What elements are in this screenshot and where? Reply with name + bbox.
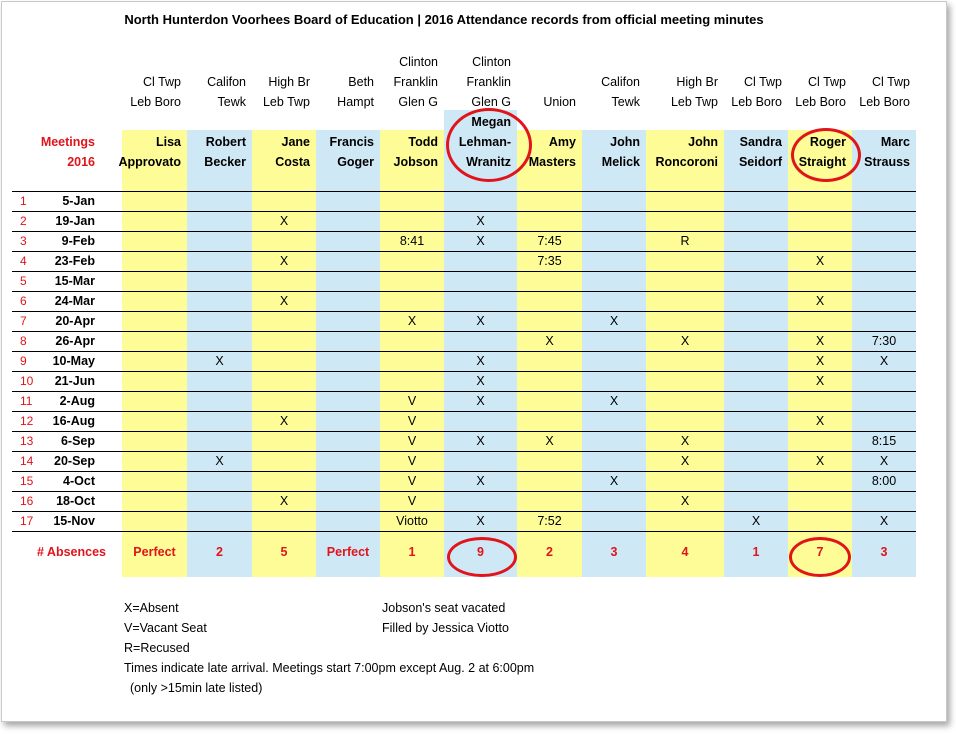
meeting-number: 13: [20, 434, 34, 448]
attendance-mark: 7:45: [537, 234, 562, 248]
meeting-date: 6-Sep: [60, 434, 95, 448]
member-name: [714, 132, 782, 172]
attendance-mark: X: [751, 514, 761, 528]
attendance-mark: X: [476, 314, 485, 328]
member-name-line: Goger: [337, 155, 374, 169]
member-town-line: Glen G: [471, 95, 511, 109]
legend-seat-vacated: Jobson's seat vacated: [382, 601, 506, 615]
meeting-date: 23-Feb: [54, 254, 95, 268]
member-town-line: Leb Boro: [130, 95, 181, 109]
member-town: [370, 52, 438, 112]
attendance-mark: X: [279, 294, 289, 308]
member-town: [112, 52, 181, 112]
member-town-line: Union: [543, 95, 576, 109]
meetings-header: [15, 132, 95, 172]
member-town: [242, 52, 310, 112]
attendance-mark: X: [545, 434, 554, 448]
attendance-mark: 7:52: [537, 514, 562, 528]
member-name-line: Roncoroni: [655, 155, 718, 169]
member-name: [370, 132, 438, 172]
member-name-line: John: [610, 135, 640, 149]
meeting-number: 11: [20, 394, 33, 408]
legend-late-note: (only >15min late listed): [130, 681, 263, 695]
meeting-number: 12: [20, 414, 34, 428]
attendance-mark: X: [609, 314, 619, 328]
member-town-line: Cl Twp: [872, 75, 910, 89]
meeting-number: 4: [20, 254, 27, 268]
legend-right: [382, 598, 509, 638]
member-town-line: Tewk: [611, 95, 640, 109]
attendance-mark: V: [407, 454, 417, 468]
member-name-line: Sandra: [739, 135, 782, 149]
row-divider: [12, 411, 916, 412]
member-town-line: Tewk: [217, 95, 246, 109]
member-town-line: High Br: [268, 75, 310, 89]
row-divider: [12, 491, 916, 492]
member-name-line: Straight: [798, 155, 846, 169]
member-town: [842, 52, 910, 112]
member-town-line: Hampt: [337, 95, 374, 109]
attendance-mark: X: [407, 314, 417, 328]
attendance-mark: X: [609, 394, 619, 408]
member-town-line: Clinton: [472, 55, 511, 69]
meeting-number: 9: [20, 354, 27, 368]
meeting-date: 15-Nov: [53, 514, 95, 528]
row-divider: [12, 291, 916, 292]
member-name-line: Marc: [880, 135, 910, 149]
attendance-mark: V: [407, 434, 417, 448]
page-title: North Hunterdon Voorhees Board of Education | 2016 Attendance records from official meeting minutes: [124, 12, 764, 27]
row-divider: [12, 191, 916, 192]
meetings-header-line-2: 2016: [67, 155, 95, 169]
absence-count: 7: [816, 545, 824, 559]
row-divider: [12, 331, 916, 332]
absence-count: Perfect: [133, 545, 176, 559]
attendance-mark: V: [407, 394, 417, 408]
member-town: [306, 52, 374, 112]
attendance-mark: X: [279, 254, 289, 268]
member-name-line: Francis: [329, 135, 374, 149]
row-divider: [12, 531, 916, 532]
member-town-line: Leb Twp: [670, 95, 718, 109]
meeting-date: 2-Aug: [59, 394, 95, 408]
meeting-date: 4-Oct: [63, 474, 95, 488]
member-town: [778, 52, 846, 112]
member-town-line: Califon: [207, 75, 246, 89]
member-town-line: Califon: [601, 75, 640, 89]
meeting-date: 24-Mar: [54, 294, 95, 308]
member-town-line: Leb Boro: [859, 95, 910, 109]
highlight-circle-straight: [791, 128, 861, 182]
meeting-number: 10: [20, 374, 34, 388]
attendance-mark: R: [680, 234, 690, 248]
attendance-mark: X: [476, 394, 485, 408]
member-name-line: Roger: [809, 135, 846, 149]
absence-count: 1: [752, 545, 760, 559]
meeting-date: 26-Apr: [55, 334, 95, 348]
meeting-number: 15: [20, 474, 34, 488]
attendance-mark: X: [476, 374, 485, 388]
absence-count: 1: [408, 545, 416, 559]
member-town-line: High Br: [676, 75, 718, 89]
absence-count: 2: [216, 545, 223, 559]
absence-count: 9: [477, 545, 484, 559]
attendance-mark: X: [815, 334, 825, 348]
attendance-mark: V: [407, 494, 417, 508]
member-column-bg: [582, 130, 646, 577]
meeting-number: 6: [20, 294, 27, 308]
attendance-mark: X: [815, 414, 825, 428]
meeting-date: 21-Jun: [54, 374, 95, 388]
member-name-line: Approvato: [118, 155, 181, 169]
meeting-number: 17: [20, 514, 34, 528]
attendance-mark: X: [476, 434, 485, 448]
member-town-line: Glen G: [398, 95, 438, 109]
member-name-line: Wranitz: [466, 155, 511, 169]
member-name: [306, 132, 374, 172]
attendance-mark: X: [879, 454, 889, 468]
attendance-mark: X: [476, 214, 485, 228]
legend-recused: R=Recused: [124, 641, 190, 655]
member-name: [636, 132, 718, 172]
attendance-mark: 8:15: [871, 434, 897, 448]
attendance-mark: V: [407, 474, 417, 488]
member-name-line: Robert: [205, 135, 246, 149]
attendance-mark: X: [215, 354, 224, 368]
meeting-number: 7: [20, 314, 27, 328]
member-name-line: Amy: [548, 135, 576, 149]
member-name-line: Jane: [281, 135, 310, 149]
row-divider: [12, 271, 916, 272]
member-name-line: Masters: [528, 155, 576, 169]
meeting-number: 14: [20, 454, 34, 468]
absence-count: 4: [681, 545, 689, 559]
member-town-line: Clinton: [399, 55, 438, 69]
meeting-date: 10-May: [52, 354, 95, 368]
attendance-mark: X: [815, 454, 825, 468]
member-name-line: John: [688, 135, 718, 149]
member-name-line: Seidorf: [738, 155, 782, 169]
attendance-mark: X: [680, 454, 690, 468]
member-town: [434, 52, 511, 112]
member-town-line: Cl Twp: [744, 75, 782, 89]
legend-vacant: V=Vacant Seat: [124, 621, 207, 635]
member-name-line: Jobson: [393, 155, 438, 169]
highlight-circle-absences-9: [447, 537, 517, 577]
meeting-number: 3: [20, 234, 27, 248]
meeting-number: 2: [20, 214, 27, 228]
meeting-date: 9-Feb: [61, 234, 95, 248]
attendance-mark: 8:00: [871, 474, 897, 488]
highlight-circle-absences-7: [789, 537, 851, 577]
legend-filled-by: Filled by Jessica Viotto: [382, 621, 509, 635]
member-name-line: Costa: [275, 155, 310, 169]
attendance-mark: X: [545, 334, 554, 348]
member-name: [242, 132, 310, 172]
absence-count: 3: [610, 545, 618, 559]
member-town-line: Franklin: [466, 75, 511, 89]
absences-label: # Absences: [36, 545, 106, 559]
attendance-mark: 7:30: [871, 334, 897, 348]
meeting-number: 8: [20, 334, 27, 348]
attendance-mark: X: [815, 294, 825, 308]
member-name-line: Todd: [408, 135, 438, 149]
absence-count: 2: [546, 545, 553, 559]
member-name: [177, 132, 246, 172]
meeting-number: 5: [20, 274, 27, 288]
attendance-mark: X: [476, 354, 485, 368]
attendance-mark: 7:35: [537, 254, 562, 268]
attendance-mark: X: [879, 514, 889, 528]
attendance-mark: 8:41: [399, 234, 425, 248]
attendance-mark: X: [476, 514, 485, 528]
attendance-mark: V: [407, 414, 417, 428]
member-town-line: Cl Twp: [808, 75, 846, 89]
row-divider: [12, 251, 916, 252]
member-town: [636, 52, 718, 112]
attendance-mark: X: [815, 354, 825, 368]
member-town: [572, 52, 640, 112]
attendance-mark: X: [815, 374, 825, 388]
legend-times-note: Times indicate late arrival. Meetings start 7:00pm except Aug. 2 at 6:00pm: [124, 661, 535, 675]
member-town-line: Franklin: [393, 75, 438, 89]
attendance-mark: X: [680, 334, 690, 348]
member-name-line: Lehman-: [458, 135, 511, 149]
member-name: [572, 132, 640, 172]
member-name: [112, 132, 181, 172]
member-town: [714, 52, 782, 112]
attendance-mark: X: [279, 214, 289, 228]
attendance-mark: X: [680, 494, 690, 508]
meeting-number: 16: [20, 494, 34, 508]
attendance-mark: X: [215, 454, 224, 468]
member-town: [507, 52, 576, 112]
member-column-bg: [724, 130, 788, 577]
member-town-line: Leb Twp: [262, 95, 310, 109]
attendance-mark: X: [476, 474, 485, 488]
meeting-date: 5-Jan: [62, 194, 95, 208]
member-column-bg: [316, 130, 380, 577]
row-divider: [12, 451, 916, 452]
member-town-line: Leb Boro: [731, 95, 782, 109]
legend-absent: X=Absent: [124, 601, 179, 615]
attendance-mark: X: [879, 354, 889, 368]
highlight-circle-lehman-wranitz: [446, 108, 532, 182]
member-town-line: Beth: [348, 75, 374, 89]
member-town-line: Leb Boro: [795, 95, 846, 109]
member-name-line: Melick: [601, 155, 640, 169]
member-town-line: Cl Twp: [143, 75, 181, 89]
attendance-mark: X: [279, 414, 289, 428]
member-name-line: Becker: [204, 155, 246, 169]
meetings-header-line-1: Meetings: [40, 135, 95, 149]
meeting-date: 20-Sep: [54, 454, 95, 468]
member-name-line: Lisa: [155, 135, 181, 149]
meeting-date: 15-Mar: [54, 274, 95, 288]
member-column-bg: [517, 130, 582, 577]
meeting-date: 16-Aug: [52, 414, 95, 428]
attendance-mark: X: [476, 234, 485, 248]
meeting-date: 19-Jan: [55, 214, 95, 228]
attendance-mark: X: [279, 494, 289, 508]
absence-count: 3: [880, 545, 888, 559]
member-name-line: Megan: [471, 115, 511, 129]
member-column-bg: [122, 130, 187, 577]
absence-count: Perfect: [326, 545, 370, 559]
attendance-mark: X: [609, 474, 619, 488]
meeting-date: 20-Apr: [55, 314, 95, 328]
member-name-line: Strauss: [864, 155, 910, 169]
member-town: [177, 52, 246, 112]
meeting-number: 1: [20, 194, 27, 208]
meeting-date: 18-Oct: [56, 494, 95, 508]
attendance-mark: X: [815, 254, 825, 268]
absence-count: 5: [280, 545, 288, 559]
attendance-mark: X: [680, 434, 690, 448]
attendance-mark: Viotto: [396, 514, 428, 528]
